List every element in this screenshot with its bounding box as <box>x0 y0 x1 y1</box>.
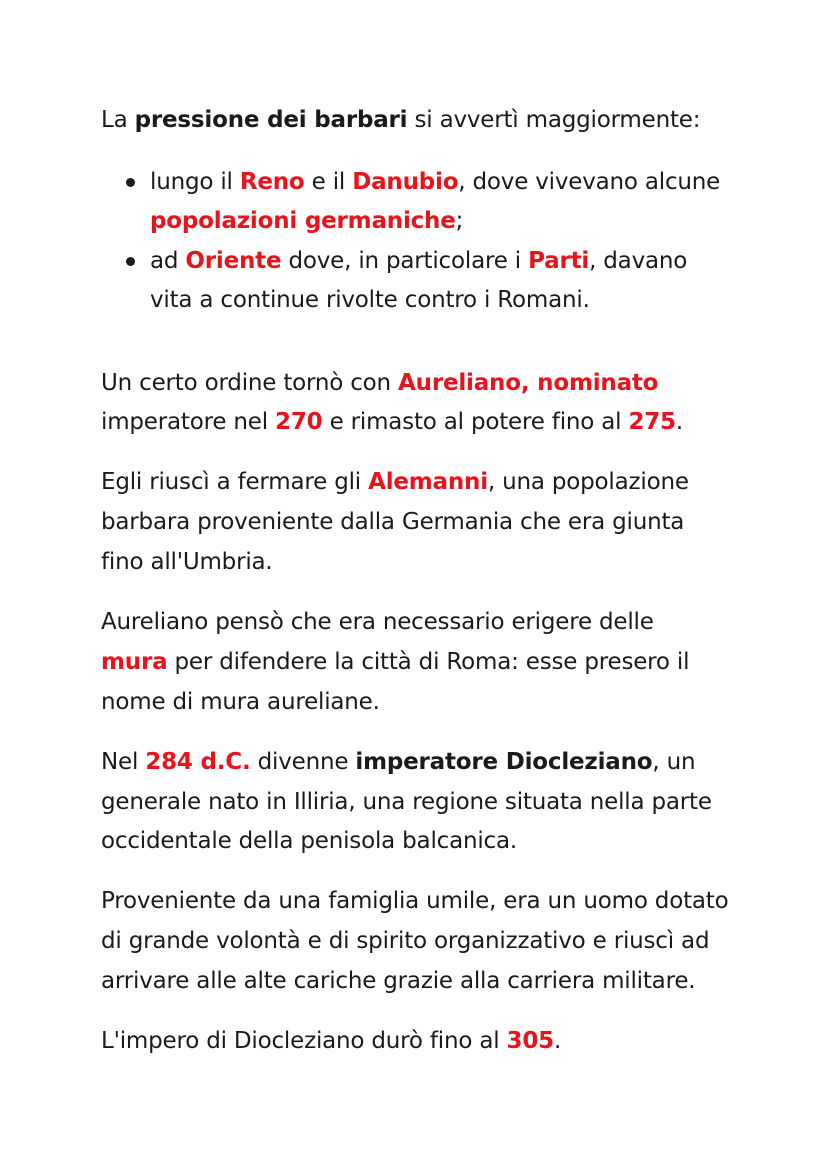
highlight-danubio: Danubio <box>352 169 459 195</box>
bullet-1-line-1 <box>150 162 720 202</box>
p6-line-1 <box>101 1021 561 1061</box>
bullet-2-line-1 <box>150 241 687 281</box>
text: vita a continue rivolte contro i Romani. <box>150 287 590 313</box>
text: per difendere la città di Roma: esse presero il <box>167 649 690 675</box>
bold-imperatore: imperatore Diocleziano <box>355 749 653 775</box>
text: ad <box>150 248 186 274</box>
text: Egli riuscì a fermare gli <box>101 469 369 495</box>
p2-line-1 <box>101 462 689 502</box>
p5-line-1: Proveniente da una famiglia umile, era un uomo dotato <box>101 888 729 914</box>
p4-line-2: generale nato in Illiria, una regione situata nella parte <box>101 789 712 815</box>
text: dove, in particolare i <box>281 248 529 274</box>
text: . <box>675 409 683 435</box>
bullet-2-line-2 <box>150 280 590 320</box>
p2-line-2: barbara proveniente dalla Germania che era giunta <box>101 509 685 535</box>
highlight-mura: mura <box>101 649 168 675</box>
highlight-270: 270 <box>275 409 323 435</box>
text: divenne <box>250 749 356 775</box>
highlight-reno: Reno <box>239 169 305 195</box>
text: Nel <box>101 749 146 775</box>
intro-text: La <box>101 107 135 133</box>
p5-line-2: di grande volontà e di spirito organizzativo e riuscì ad <box>101 928 710 954</box>
p3-line-1: Aureliano pensò che era necessario erigere delle <box>101 609 654 635</box>
text: , un <box>652 749 696 775</box>
intro-text-end: si avvertì maggiormente: <box>407 107 701 133</box>
p1-line-1 <box>101 363 658 403</box>
text: , davano <box>589 248 688 274</box>
p3-line-3: nome di mura aureliane. <box>101 689 380 715</box>
bullet-dot-icon <box>126 257 135 266</box>
highlight-popolazioni: popolazioni germaniche <box>150 208 456 234</box>
bullet-dot-icon <box>126 178 135 187</box>
text: e il <box>304 169 353 195</box>
p5-line-3: arrivare alle alte cariche grazie alla carriera militare. <box>101 968 696 994</box>
p2-line-3: fino all'Umbria. <box>101 549 273 575</box>
intro-bold: pressione dei barbari <box>134 107 408 133</box>
p1-line-2 <box>101 402 683 442</box>
highlight-284: 284 d.C. <box>145 749 251 775</box>
p3-line-2 <box>101 642 689 682</box>
bullet-1-line-2 <box>150 201 463 241</box>
text: , dove vivevano alcune <box>458 169 721 195</box>
text: Un certo ordine tornò con <box>101 370 399 396</box>
text: , una popolazione <box>487 469 689 495</box>
intro-line <box>101 100 700 140</box>
highlight-parti: Parti <box>528 248 590 274</box>
text: ; <box>455 208 464 234</box>
text: L'impero di Diocleziano durò fino al <box>101 1028 507 1054</box>
p4-line-1 <box>101 742 695 782</box>
highlight-305: 305 <box>506 1028 554 1054</box>
text: imperatore nel <box>101 409 276 435</box>
text: e rimasto al potere fino al <box>322 409 629 435</box>
highlight-alemanni: Alemanni <box>368 469 488 495</box>
text: lungo il <box>150 169 240 195</box>
highlight-aureliano: Aureliano, nominato <box>398 370 659 396</box>
highlight-oriente: Oriente <box>185 248 282 274</box>
highlight-275: 275 <box>628 409 676 435</box>
text: . <box>553 1028 562 1054</box>
p4-line-3: occidentale della penisola balcanica. <box>101 828 517 854</box>
